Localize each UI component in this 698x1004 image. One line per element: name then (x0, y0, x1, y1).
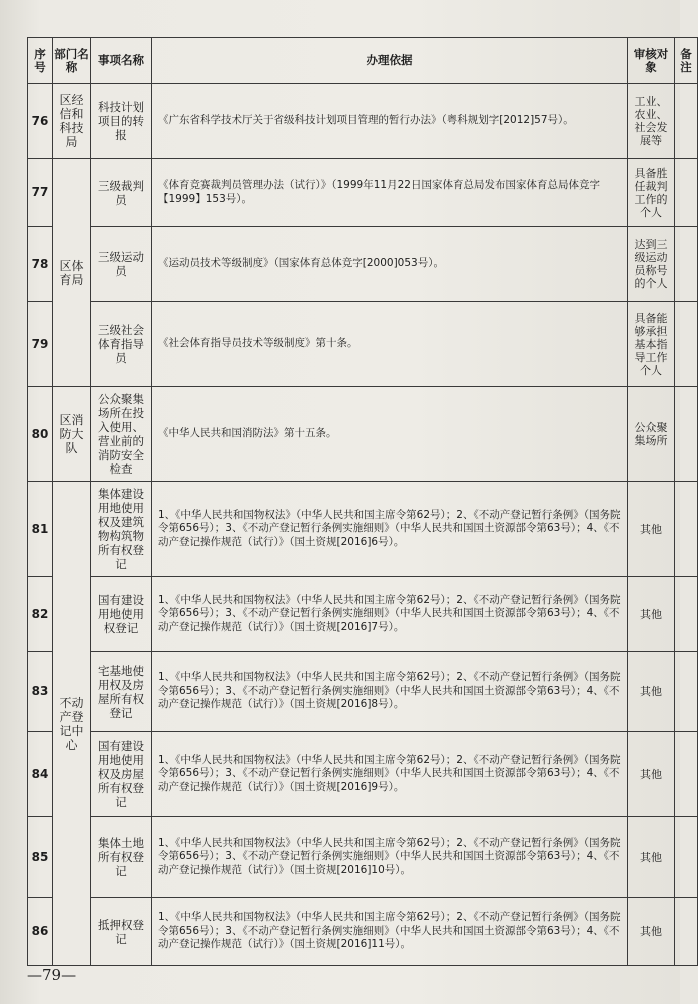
table-row (28, 898, 698, 966)
department-name: 区体育局 (53, 159, 91, 387)
header-note: 备注 (675, 38, 698, 84)
review-object: 其他 (628, 652, 675, 732)
legal-basis: 1、《中华人民共和国物权法》（中华人民共和国主席令第62号）；2、《不动产登记暂行条例》（国务院令第656号）；3、《不动产登记暂行条例实施细则》（中华人民共和国国土资源部令第63号）；4、《不动产登记操作规范（试行）》（国土资规[2016]7号）。 (152, 577, 628, 652)
item-name: 抵押权登记 (91, 898, 152, 966)
table-row (28, 732, 698, 817)
item-name: 三级运动员 (91, 227, 152, 302)
department-name: 区消防大队 (53, 387, 91, 482)
header-num: 序号 (28, 38, 53, 84)
table-row (28, 652, 698, 732)
remark (675, 482, 698, 577)
table-row (28, 227, 698, 302)
remark (675, 387, 698, 482)
legal-basis: 1、《中华人民共和国物权法》（中华人民共和国主席令第62号）；2、《不动产登记暂行条例》（国务院令第656号）；3、《不动产登记暂行条例实施细则》（中华人民共和国国土资源部令第63号）；4、《不动产登记操作规范（试行）》（国土资规[2016]8号）。 (152, 652, 628, 732)
row-number: 78 (28, 227, 53, 302)
header-dept: 部门名称 (53, 38, 91, 84)
remark (675, 817, 698, 898)
legal-basis: 1、《中华人民共和国物权法》（中华人民共和国主席令第62号）；2、《不动产登记暂行条例》（国务院令第656号）；3、《不动产登记暂行条例实施细则》（中华人民共和国国土资源部令第63号）；4、《不动产登记操作规范（试行）》（国土资规[2016]9号）。 (152, 732, 628, 817)
row-number: 76 (28, 84, 53, 159)
table-row (28, 387, 698, 482)
remark (675, 84, 698, 159)
row-number: 81 (28, 482, 53, 577)
row-number: 83 (28, 652, 53, 732)
header-row (28, 38, 698, 84)
item-name: 公众聚集场所在投入使用、营业前的消防安全检查 (91, 387, 152, 482)
item-name: 集体土地所有权登记 (91, 817, 152, 898)
review-object: 具备胜任裁判工作的个人 (628, 159, 675, 227)
item-name: 国有建设用地使用权登记 (91, 577, 152, 652)
table-row (28, 817, 698, 898)
remark (675, 159, 698, 227)
legal-basis: 《运动员技术等级制度》（国家体育总体竞字[2000]053号）。 (152, 227, 628, 302)
row-number: 79 (28, 302, 53, 387)
row-number: 77 (28, 159, 53, 227)
table-row (28, 302, 698, 387)
table-row (28, 577, 698, 652)
row-number: 82 (28, 577, 53, 652)
review-object: 其他 (628, 577, 675, 652)
item-name: 科技计划项目的转报 (91, 84, 152, 159)
item-name: 国有建设用地使用权及房屋所有权登记 (91, 732, 152, 817)
review-object: 其他 (628, 482, 675, 577)
review-object: 工业、农业、社会发展等 (628, 84, 675, 159)
table-row (28, 159, 698, 227)
review-object: 其他 (628, 817, 675, 898)
item-name: 三级社会体育指导员 (91, 302, 152, 387)
department-name: 不动产登记中心 (53, 482, 91, 966)
row-number: 85 (28, 817, 53, 898)
legal-basis: 1、《中华人民共和国物权法》（中华人民共和国主席令第62号）；2、《不动产登记暂行条例》（国务院令第656号）；3、《不动产登记暂行条例实施细则》（中华人民共和国国土资源部令第63号）；4、《不动产登记操作规范（试行）》（国土资规[2016]11号）。 (152, 898, 628, 966)
legal-basis: 1、《中华人民共和国物权法》（中华人民共和国主席令第62号）；2、《不动产登记暂行条例》（国务院令第656号）；3、《不动产登记暂行条例实施细则》（中华人民共和国国土资源部令第63号）；4、《不动产登记操作规范（试行）》（国土资规[2016]6号）。 (152, 482, 628, 577)
page-number: —79— (27, 966, 77, 984)
header-basis: 办理依据 (152, 38, 628, 84)
review-object: 具备能够承担基本指导工作个人 (628, 302, 675, 387)
header-object: 审核对象 (628, 38, 675, 84)
services-table (27, 37, 698, 966)
legal-basis: 《中华人民共和国消防法》第十五条。 (152, 387, 628, 482)
legal-basis: 1、《中华人民共和国物权法》（中华人民共和国主席令第62号）；2、《不动产登记暂行条例》（国务院令第656号）；3、《不动产登记暂行条例实施细则》（中华人民共和国国土资源部令第63号）；4、《不动产登记操作规范（试行）》（国土资规[2016]10号）。 (152, 817, 628, 898)
row-number: 80 (28, 387, 53, 482)
review-object: 其他 (628, 898, 675, 966)
table-row (28, 84, 698, 159)
header-name: 事项名称 (91, 38, 152, 84)
table-row (28, 482, 698, 577)
item-name: 宅基地使用权及房屋所有权登记 (91, 652, 152, 732)
item-name: 集体建设用地使用权及建筑物构筑物所有权登记 (91, 482, 152, 577)
remark (675, 227, 698, 302)
remark (675, 577, 698, 652)
row-number: 86 (28, 898, 53, 966)
review-object: 达到三级运动员称号的个人 (628, 227, 675, 302)
review-object: 公众聚集场所 (628, 387, 675, 482)
review-object: 其他 (628, 732, 675, 817)
legal-basis: 《体育竞赛裁判员管理办法（试行）》（1999年11月22日国家体育总局发布国家体育总局体竞字【1999】153号）。 (152, 159, 628, 227)
legal-basis: 《社会体育指导员技术等级制度》第十条。 (152, 302, 628, 387)
legal-basis: 《广东省科学技术厅关于省级科技计划项目管理的暂行办法》（粤科规划字[2012]57号）。 (152, 84, 628, 159)
item-name: 三级裁判员 (91, 159, 152, 227)
remark (675, 652, 698, 732)
remark (675, 732, 698, 817)
row-number: 84 (28, 732, 53, 817)
remark (675, 898, 698, 966)
remark (675, 302, 698, 387)
department-name: 区经信和科技局 (53, 84, 91, 159)
